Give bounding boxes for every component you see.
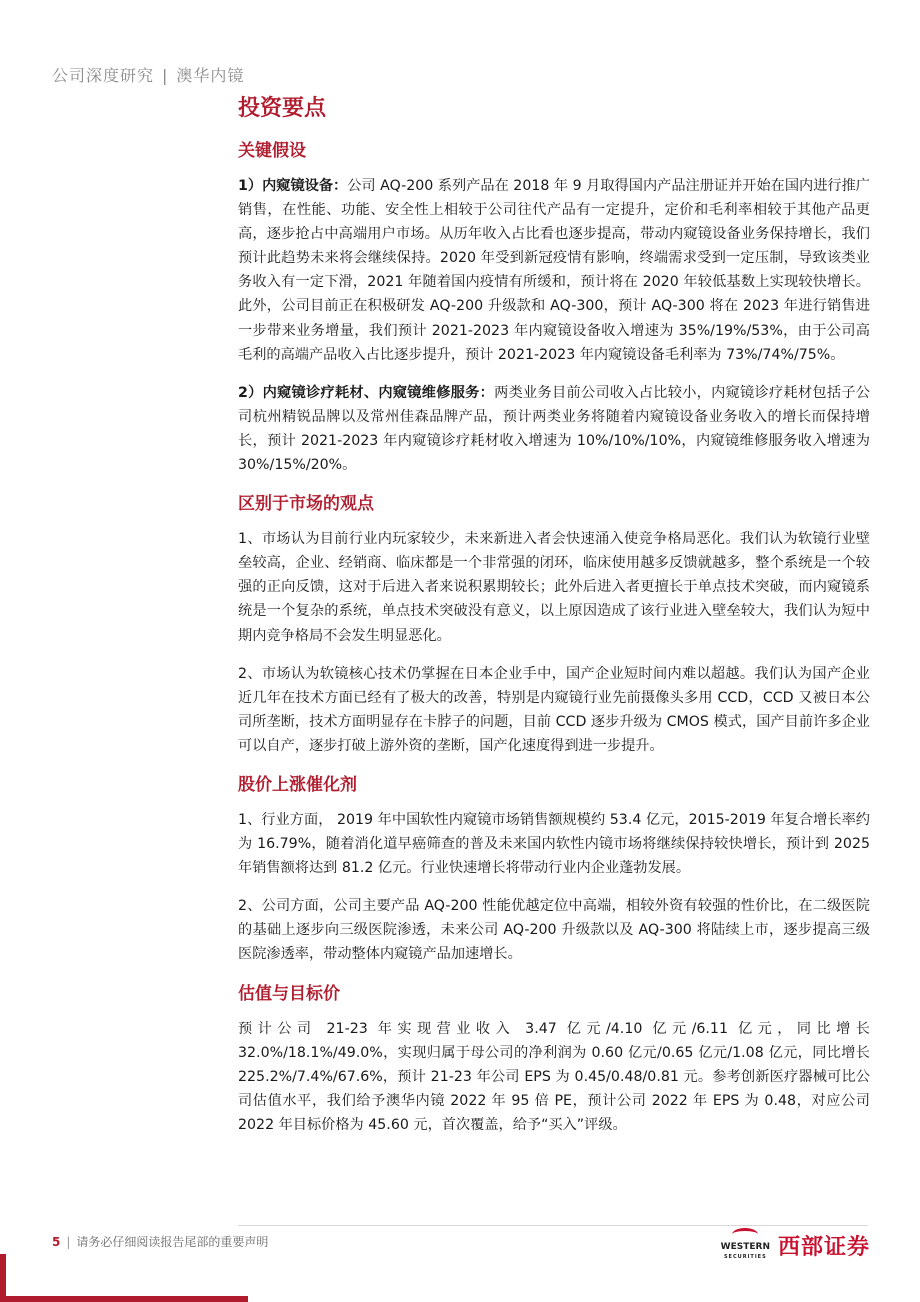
assumption-2-body: 两类业务目前公司收入占比较小，内窥镜诊疗耗材包括子公司杭州精锐品牌以及常州佳森品牌产品，预计两类业务将随着内窥镜设备业务收入的增长而保持增长，预计 2021-2023 年内窥镜诊疗耗材收入增速为 10%/10%/10%，内窥镜维修服务收入增速为 30%/15%/20%。: [238, 384, 870, 474]
assumption-paragraph-1: [238, 174, 870, 367]
corner-accent-horizontal: [0, 1296, 248, 1302]
header-separator: |: [162, 66, 169, 85]
assumption-2-lead: 2）内窥镜诊疗耗材、内窥镜维修服务：: [238, 384, 495, 401]
assumption-1-body: 公司 AQ-200 系列产品在 2018 年 9 月取得国内产品注册证并开始在国内进行推广销售，在性能、功能、安全性上相较于公司往代产品有一定提升，定价和毛利率相较于其他产品更高，逐步抢占中高端用户市场。从历年收入占比看也逐步提高，带动内窥镜设备业务保持增长，我们预计此趋势未来将会继续保持。2020 年受到新冠疫情有影响，终端需求受到一定压制，导致该类业务收入有一定下滑，2021 年随着国内疫情有所缓和，预计将在 2020 年较低基数上实现较快增长。此外，公司目前正在积极研发 AQ-200 升级款和 AQ-300，预计 AQ-300 将在 2023 年进行销售进一步带来业务增量，我们预计 2021-2023 年内窥镜设备收入增速为 35%/19%/53%，由于公司高毛利的高端产品收入占比逐步提升，预计 2021-2023 年内窥镜设备毛利率为 73%/74%/75%。: [238, 178, 870, 363]
report-header: [52, 63, 244, 86]
report-type: 公司深度研究: [52, 66, 155, 85]
logo-mark: [721, 1228, 770, 1262]
footer-divider: [238, 1225, 868, 1226]
western-securities-logo: [721, 1228, 870, 1262]
logo-text-en: WESTERN: [720, 1242, 770, 1252]
logo-text-en-sub: SECURITIES: [723, 1254, 767, 1260]
logo-arc-icon: [732, 1228, 758, 1241]
main-content: [238, 92, 870, 1151]
section-title-market-view: 区别于市场的观点: [238, 494, 374, 515]
market-view-paragraph-2: 2、市场认为软镜核心技术仍掌握在日本企业手中，国产企业短时间内难以超越。我们认为国产企业近几年在技术方面已经有了极大的改善，特别是内窥镜行业先前摄像头多用 CCD，CCD 又被日本公司所垄断，技术方面明显存在卡脖子的问题，目前 CCD 逐步升级为 CMOS 模式，国产目前许多企业可以自产，逐步打破上游外资的垄断，国产化速度得到进一步提升。: [238, 665, 870, 754]
page-title: 投资要点: [238, 96, 327, 121]
assumption-paragraph-2: [238, 381, 870, 477]
corner-accent-vertical: [0, 1254, 6, 1302]
catalyst-paragraph-1: 1、行业方面， 2019 年中国软性内窥镜市场销售额规模约 53.4 亿元，2015-2019 年复合增长率约为 16.79%，随着消化道早癌筛查的普及未来国内软性内镜市场将继续保持较快增长，预计到 2025 年销售额将达到 81.2 亿元。行业快速增长将带动行业内企业蓬勃发展。: [238, 811, 870, 877]
footer-separator: |: [66, 1235, 71, 1249]
market-view-paragraph-1: 1、市场认为目前行业内玩家较少，未来新进入者会快速涌入使竞争格局恶化。我们认为软镜行业壁垒较高，企业、经销商、临床都是一个非常强的闭环，临床使用越多反馈就越多，整个系统是一个较强的正向反馈，这对于后进入者来说积累期较长；此外后进入者更擅长于单点技术突破，而内窥镜系统是一个复杂的系统，单点技术突破没有意义，以上原因造成了该行业进入壁垒较大，我们认为短中期内竞争格局不会发生明显恶化。: [238, 531, 870, 644]
logo-text-cn: 西部证券: [777, 1234, 870, 1260]
page-footer: [52, 1233, 268, 1250]
page-number: 5: [52, 1235, 61, 1249]
assumption-1-lead: 1）内窥镜设备：: [238, 178, 348, 194]
company-name: 澳华内镜: [176, 66, 245, 85]
section-title-assumptions: 关键假设: [238, 141, 306, 161]
valuation-paragraph: 预计公司 21-23 年实现营业收入 3.47 亿元/4.10 亿元/6.11 亿元，同比增长 32.0%/18.1%/49.0%，实现归属于母公司的净利润为 0.60 亿元/0.65 亿元/1.08 亿元，同比增长 225.2%/7.4%/67.6%，预计 21-23 年公司 EPS 为 0.45/0.48/0.81 元。参考创新医疗器械可比公司估值水平，我们给予澳华内镜 2022 年 95 倍 PE，预计公司 2022 年 EPS 为 0.48，对应公司 2022 年目标价格为 45.60 元，首次覆盖，给予“买入”评级。: [238, 1020, 870, 1133]
section-title-valuation: 估值与目标价: [238, 983, 340, 1004]
footer-disclaimer: 请务必仔细阅读报告尾部的重要声明: [76, 1235, 269, 1249]
catalyst-paragraph-2: 2、公司方面，公司主要产品 AQ-200 性能优越定位中高端，相较外资有较强的性价比，在二级医院的基础上逐步向三级医院渗透，未来公司 AQ-200 升级款以及 AQ-300 将陆续上市，逐步提高三级医院渗透率，带动整体内窥镜产品加速增长。: [238, 898, 870, 963]
section-title-catalysts: 股价上涨催化剂: [238, 774, 357, 795]
